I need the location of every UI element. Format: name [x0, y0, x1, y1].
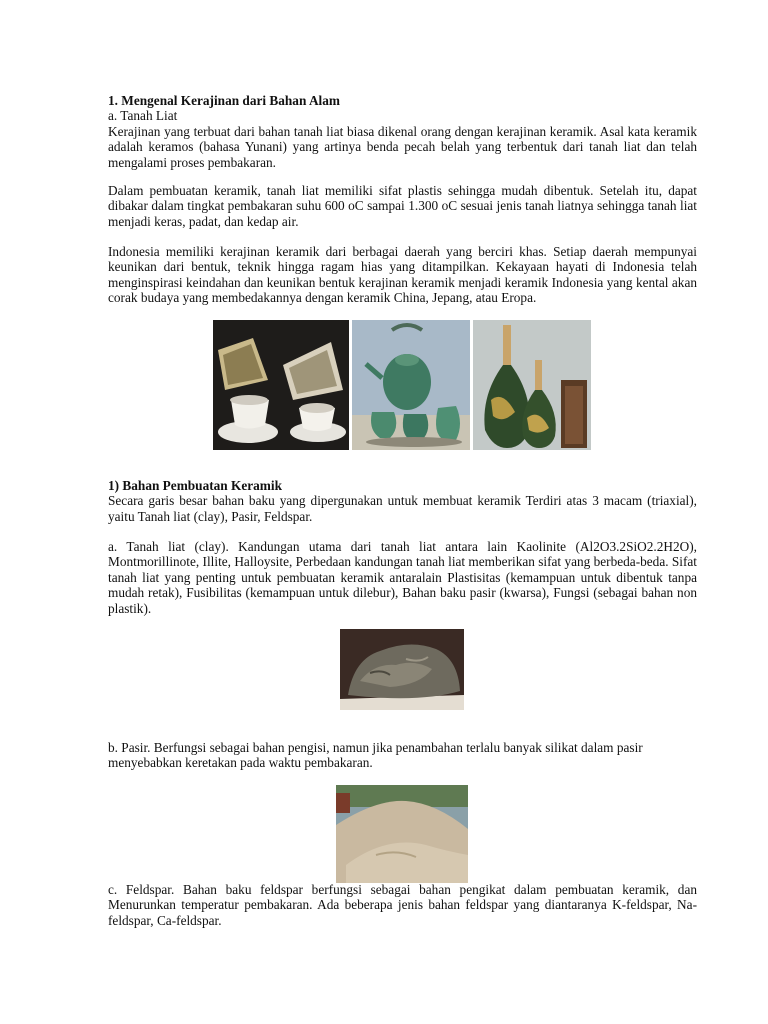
section1-para3-block	[108, 244, 697, 306]
clay-paragraph-block	[108, 539, 697, 616]
feldspar-paragraph: c. Feldspar. Bahan baku feldspar berfungsi sebagai bahan pengikat dalam pembuatan keramik, dan Menurunkan temperatur pembakaran. Ada beberapa jenis bahan feldspar yang diantaranya K-feldspar, Na-feldspar, Ca-feldspar.	[108, 882, 697, 928]
feldspar-paragraph-block	[108, 882, 697, 928]
clay-photo	[340, 629, 464, 710]
section1-para1: Kerajinan yang terbuat dari bahan tanah liat biasa dikenal orang dengan kerajinan keramik. Asal kata keramik adalah keramos (bahasa Yunani) yang artinya benda pecah belah yang terbentuk dari tanah liat dan telah mengalami proses pembakaran.	[108, 123, 697, 170]
sand-photo	[336, 785, 468, 883]
section2-intro: Secara garis besar bahan baku yang dipergunakan untuk membuat keramik Terdiri atas 3 macam (triaxial), yaitu Tanah liat (clay), Pasir, Feldspar.	[108, 493, 697, 524]
section1-title: 1. Mengenal Kerajinan dari Bahan Alam	[108, 93, 340, 108]
section1-text	[108, 93, 697, 170]
section1-para2: Dalam pembuatan keramik, tanah liat memiliki sifat plastis sehingga mudah dibentuk. Setelah itu, dapat dibakar dalam tingkat pembakaran suhu 600 oC sampai 1.300 oC sesuai jenis tanah liatnya sehingga tanah liat menjadi keras, padat, dan kedap air.	[108, 183, 697, 229]
section1-para3: Indonesia memiliki kerajinan keramik dari berbagai daerah yang berciri khas. Setiap daerah mempunyai keunikan dari bentuk, teknik hingga ragam hias yang ditampilkan. Kekayaan hayati di Indonesia telah menginspirasi keindahan dan keunikan bentuk kerajinan keramik menjadi keramik Indonesia yang kental akan corak budaya yang membedakannya dengan keramik China, Jepang, atau Eropa.	[108, 244, 697, 306]
sand-paragraph-block	[108, 740, 697, 771]
section2-title: 1) Bahan Pembuatan Keramik	[108, 478, 282, 493]
sand-paragraph: b. Pasir. Berfungsi sebagai bahan pengisi, namun jika penambahan terlalu banyak silikat dalam pasir menyebabkan keretakan pada waktu pembakaran.	[108, 740, 643, 771]
ceramic-cups-photo	[213, 320, 349, 450]
green-teapot-photo	[352, 320, 470, 450]
clay-paragraph: a. Tanah liat (clay). Kandungan utama dari tanah liat antara lain Kaolinite (Al2O3.2SiO2.2H2O), Montmorillinote, Illite, Halloysite, Perbedaan kandungan tanah liat memberikan sifat yang berbeda-beda. Sifat tanah liat yang penting untuk pembuatan keramik antaralain Plastisitas (kemampuan untuk dibentuk tanpa mudah retak), Fusibilitas (kemampuan untuk dilebur), Bahan baku pasir (kwarsa), Fungsi (sebagai bahan non plastik).	[108, 539, 697, 616]
section1-para2-block	[108, 183, 697, 229]
section2-text	[108, 478, 697, 524]
section1-subtitle: a. Tanah Liat	[108, 108, 178, 124]
vases-photo	[473, 320, 591, 450]
